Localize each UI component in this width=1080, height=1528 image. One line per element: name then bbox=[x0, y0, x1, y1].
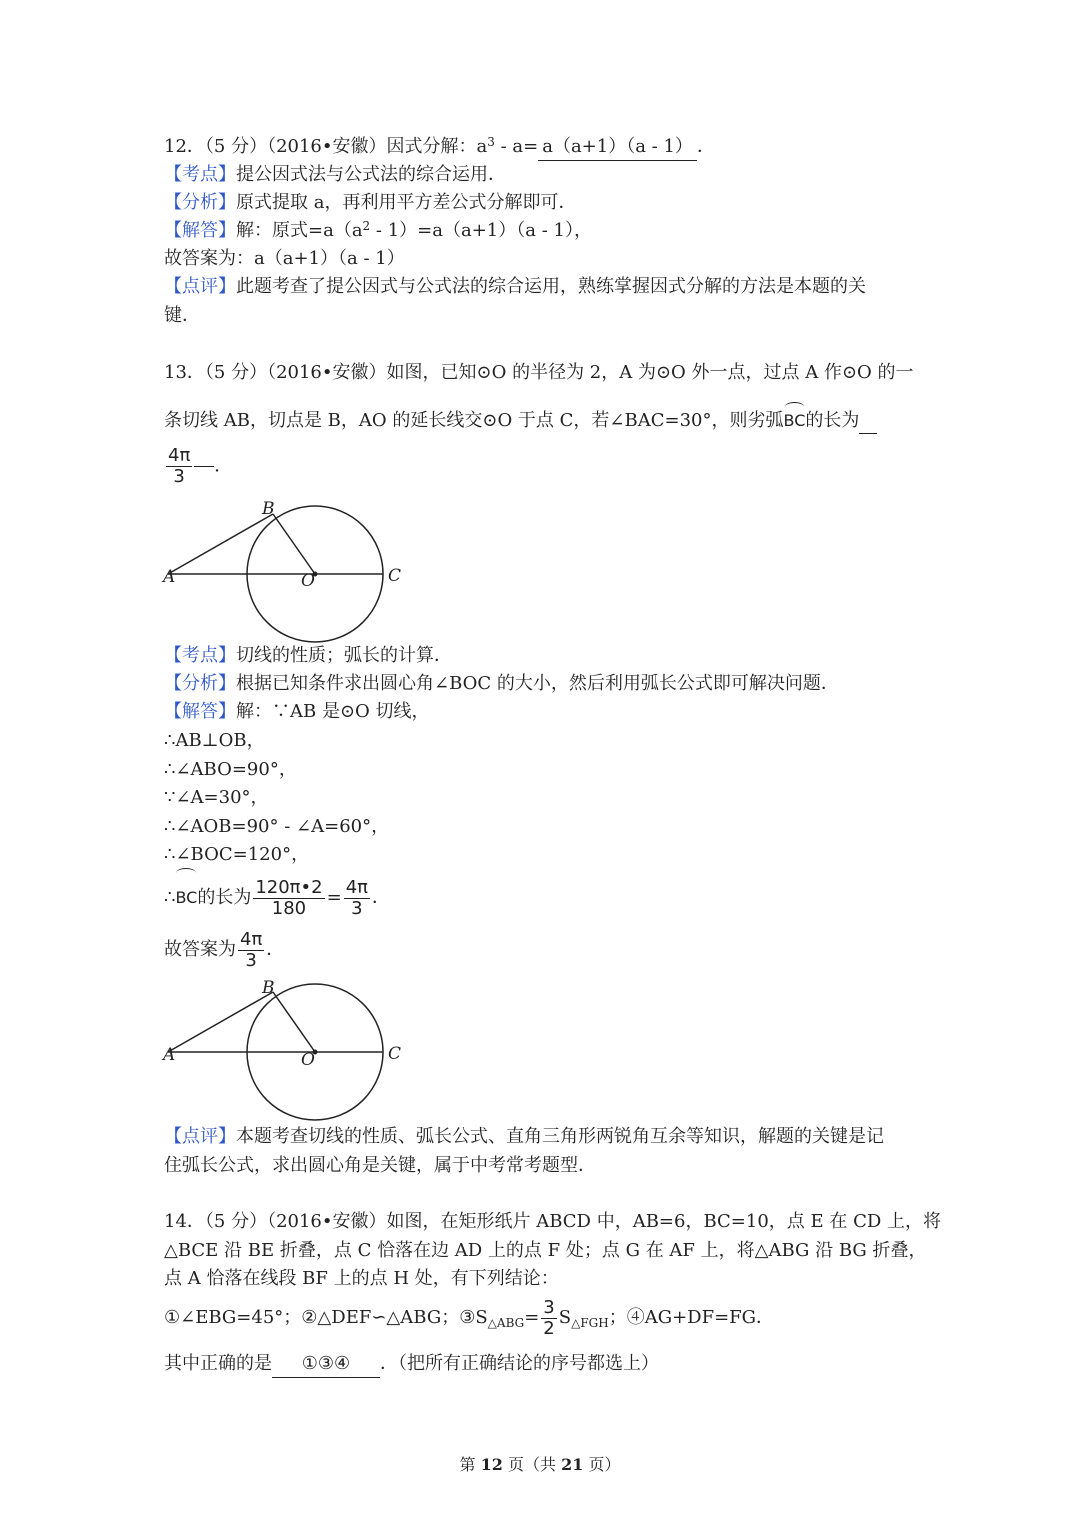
fraction-numerator: 120π•2 bbox=[255, 876, 323, 898]
label-o: O bbox=[301, 571, 315, 591]
tangent-ab bbox=[168, 514, 273, 574]
conclusion-4: ④AG+DF=FG． bbox=[626, 1307, 775, 1328]
q13-step: ∵∠A=30°， bbox=[164, 787, 269, 808]
conclusion-3-end: ； bbox=[608, 1307, 627, 1328]
arc-bc-label: BC bbox=[784, 404, 806, 434]
footer-text: 页） bbox=[583, 1455, 621, 1474]
fraction-denominator: 180 bbox=[271, 897, 307, 919]
q13-final-end: ． bbox=[266, 939, 285, 960]
final-fraction bbox=[238, 930, 264, 971]
q13-answer bbox=[164, 446, 232, 487]
q14-answer bbox=[164, 1351, 659, 1378]
fraction-denominator: 3 bbox=[351, 897, 363, 919]
q12-stem-text: 12．（5 分）（2016•安徽）因式分解：a bbox=[164, 136, 488, 157]
conclusion-3-s: ③S bbox=[459, 1307, 488, 1328]
q13-stem-text: 条切线 AB，切点是 B，AO 的延长线交⊙O 于点 C，若∠BAC=30°，则劣弧 bbox=[164, 410, 784, 431]
fraction-numerator: 4π bbox=[240, 928, 263, 950]
q12-jieda-text: 解：原式=a（a bbox=[236, 220, 363, 241]
q13-dianping bbox=[164, 1124, 884, 1150]
q12-dianping bbox=[164, 274, 866, 300]
label-c: C bbox=[388, 566, 402, 586]
conclusion-3 bbox=[459, 1296, 627, 1339]
q13-kaodian bbox=[164, 643, 452, 669]
q12-kaodian bbox=[164, 162, 506, 188]
q13-fenxi bbox=[164, 671, 839, 697]
q12-jieda-exponent: 2 bbox=[362, 219, 371, 233]
label-b: B bbox=[262, 978, 275, 998]
conclusion-3-fraction bbox=[541, 1298, 556, 1339]
q13-step: ∴AB⊥OB， bbox=[164, 730, 265, 751]
arc-bc-label: BC bbox=[175, 870, 197, 922]
q13-blank-end bbox=[194, 466, 214, 467]
q14-stem-3: 点 A 恰落在线段 BF 上的点 H 处，有下列结论： bbox=[164, 1268, 559, 1289]
q13-figure-2 bbox=[150, 972, 420, 1132]
therefore-symbol: ∴ bbox=[164, 887, 176, 908]
q13-final-answer bbox=[164, 926, 284, 974]
q13-blank-start bbox=[859, 413, 877, 434]
conclusion-3-sub2: △FGH bbox=[571, 1316, 609, 1330]
dianping-tag: 【点评】 bbox=[164, 1126, 236, 1147]
q12-fenxi bbox=[164, 190, 576, 216]
q13-dianping-cont: 住弧长公式，求出圆心角是关键，属于中考常考题型． bbox=[164, 1155, 596, 1176]
q14-answer-suffix: ．（把所有正确结论的序号都选上） bbox=[380, 1353, 659, 1374]
q12-dianping-cont: 键． bbox=[164, 305, 200, 326]
q13-calc-end: ． bbox=[371, 887, 390, 908]
fraction-numerator: 4π bbox=[168, 445, 191, 466]
q13-answer-fraction bbox=[166, 446, 192, 487]
conclusion-3-sub: △ABG bbox=[487, 1316, 525, 1330]
label-b: B bbox=[262, 499, 275, 519]
fraction-denominator: 2 bbox=[543, 1317, 555, 1339]
fraction-denominator: 3 bbox=[245, 949, 257, 971]
label-a: A bbox=[163, 567, 176, 587]
jieda-tag: 【解答】 bbox=[164, 701, 236, 722]
conclusion-2: ②△DEF∽△ABG； bbox=[301, 1307, 460, 1328]
result-fraction bbox=[344, 878, 370, 919]
jieda-tag: 【解答】 bbox=[164, 220, 236, 241]
page-footer bbox=[0, 1452, 1080, 1475]
q12-answer-blank: a（a+1）（a - 1） bbox=[538, 134, 697, 161]
q14-stem-2: △BCE 沿 BE 折叠，点 C 恰落在边 AD 上的点 F 处；点 G 在 AF 上，将△ABG 沿 BG 折叠， bbox=[164, 1240, 927, 1261]
q13-figure-1 bbox=[150, 490, 420, 650]
conclusion-1: ①∠EBG=45°； bbox=[164, 1307, 302, 1328]
q13-kaodian-text: 切线的性质；弧长的计算． bbox=[236, 645, 452, 666]
q13-step: ∴∠AOB=90° - ∠A=60°， bbox=[164, 816, 390, 837]
q13-stem-2 bbox=[164, 404, 877, 434]
q14-answer-prefix: 其中正确的是 bbox=[164, 1353, 272, 1374]
kaodian-tag: 【考点】 bbox=[164, 164, 236, 185]
fraction-numerator: 4π bbox=[345, 876, 368, 898]
label-o: O bbox=[301, 1050, 315, 1070]
label-a: A bbox=[163, 1045, 176, 1065]
q12-fenxi-text: 原式提取 a，再利用平方差公式分解即可． bbox=[236, 192, 577, 213]
q12-jieda-text-2: - 1）=a（a+1）（a - 1）， bbox=[370, 220, 592, 241]
q12-dianping-text: 此题考查了提公因式与公式法的综合运用，熟练掌握因式分解的方法是本题的关 bbox=[236, 276, 866, 297]
radius-ob bbox=[273, 514, 315, 574]
q12-stem bbox=[164, 134, 715, 161]
conclusion-3-s2: S bbox=[558, 1307, 572, 1328]
q12-stem-text-2: - a= bbox=[494, 136, 539, 157]
q13-fenxi-text: 根据已知条件求出圆心角∠BOC 的大小，然后利用弧长公式即可解决问题． bbox=[236, 673, 839, 694]
label-c: C bbox=[388, 1044, 402, 1064]
fraction-denominator: 3 bbox=[173, 466, 185, 487]
q12-stem-end: ． bbox=[696, 136, 715, 157]
q13-step: ∴∠ABO=90°， bbox=[164, 759, 297, 780]
page-number: 12 bbox=[480, 1455, 503, 1474]
q13-stem-text-2: 的长为 bbox=[805, 410, 860, 431]
q12-final-answer: 故答案为：a（a+1）（a - 1） bbox=[164, 248, 405, 269]
q13-arc-text: 的长为 bbox=[197, 887, 252, 908]
fenxi-tag: 【分析】 bbox=[164, 673, 236, 694]
radius-ob bbox=[273, 992, 315, 1052]
q13-answer-end: ． bbox=[214, 455, 233, 477]
q14-answer-blank: ①③④ bbox=[272, 1351, 380, 1378]
fenxi-tag: 【分析】 bbox=[164, 192, 236, 213]
q13-arc-calc bbox=[164, 870, 390, 922]
q13-stem-1: 13．（5 分）（2016•安徽）如图，已知⊙O 的半径为 2，A 为⊙O 外一点，过点 A 作⊙O 的一 bbox=[164, 362, 914, 383]
q12-exponent: 3 bbox=[487, 135, 495, 149]
q12-kaodian-text: 提公因式法与公式法的综合运用． bbox=[236, 164, 506, 185]
fraction-numerator: 3 bbox=[543, 1296, 555, 1318]
q13-dianping-text: 本题考查切线的性质、弧长公式、直角三角形两锐角互余等知识，解题的关键是记 bbox=[236, 1126, 884, 1147]
q13-final-text: 故答案为 bbox=[164, 939, 236, 960]
kaodian-tag: 【考点】 bbox=[164, 645, 236, 666]
equals-sign: = bbox=[524, 1307, 540, 1328]
footer-text: 页（共 bbox=[502, 1455, 562, 1474]
dianping-tag: 【点评】 bbox=[164, 276, 236, 297]
q12-jieda bbox=[164, 218, 592, 244]
q13-jieda bbox=[164, 699, 430, 725]
q13-jieda-text: 解：∵AB 是⊙O 切线， bbox=[236, 701, 430, 722]
equals-sign: = bbox=[326, 887, 342, 908]
footer-text: 第 bbox=[459, 1455, 481, 1474]
q13-step: ∴∠BOC=120°， bbox=[164, 844, 310, 865]
q14-stem-1: 14．（5 分）（2016•安徽）如图，在矩形纸片 ABCD 中，AB=6，BC=10，点 E 在 CD 上，将 bbox=[164, 1211, 942, 1232]
page-total: 21 bbox=[561, 1455, 584, 1474]
tangent-ab bbox=[168, 992, 273, 1052]
calc-fraction bbox=[253, 878, 324, 919]
q14-conclusions bbox=[164, 1294, 774, 1342]
